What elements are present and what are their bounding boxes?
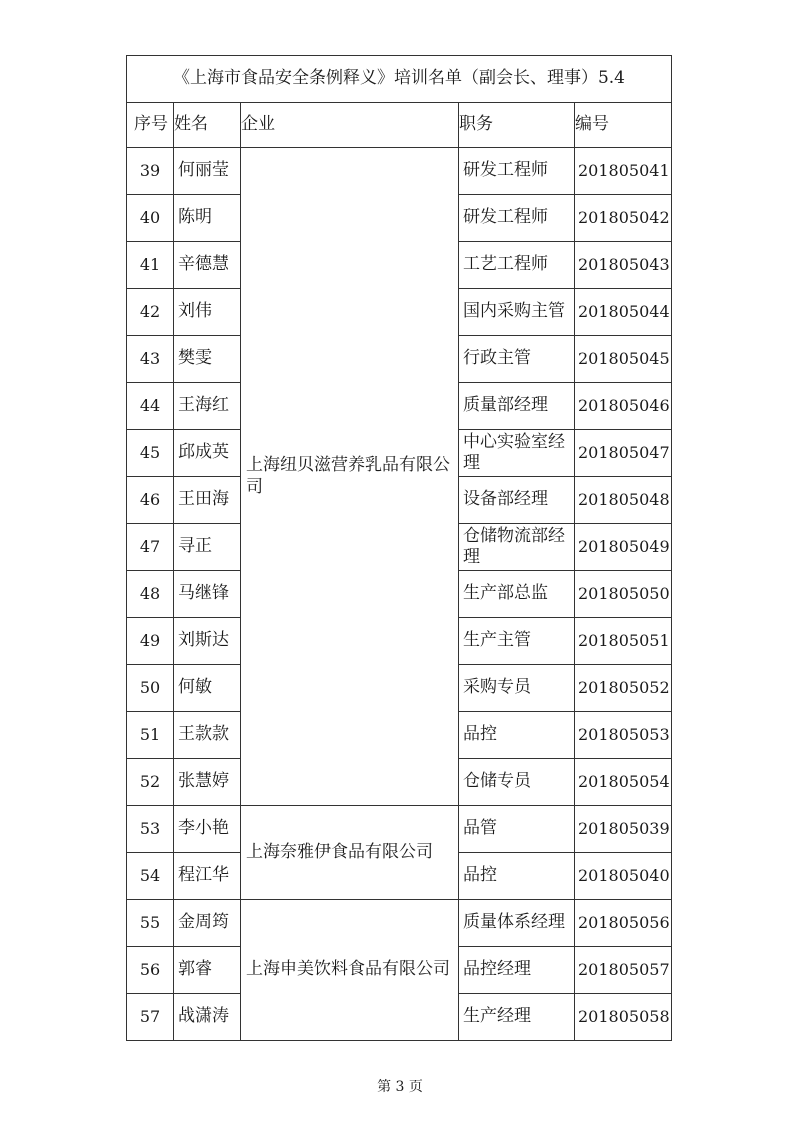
row-position: 品控经理 (459, 947, 575, 994)
row-seq: 41 (127, 242, 174, 289)
row-seq: 51 (127, 712, 174, 759)
row-name: 战潇涛 (174, 994, 241, 1041)
title-row (127, 56, 672, 103)
table-row (127, 148, 672, 195)
row-name: 王款款 (174, 712, 241, 759)
row-number: 201805039 (575, 806, 672, 853)
row-seq: 50 (127, 665, 174, 712)
row-number: 201805053 (575, 712, 672, 759)
row-number: 201805054 (575, 759, 672, 806)
row-number: 201805045 (575, 336, 672, 383)
row-number: 201805042 (575, 195, 672, 242)
header-number: 编号 (575, 103, 672, 148)
row-position: 生产部总监 (459, 571, 575, 618)
row-name: 辛德慧 (174, 242, 241, 289)
row-position: 质量部经理 (459, 383, 575, 430)
row-name: 王海红 (174, 383, 241, 430)
row-seq: 45 (127, 430, 174, 477)
row-seq: 42 (127, 289, 174, 336)
row-name: 邱成英 (174, 430, 241, 477)
table-row (127, 900, 672, 947)
row-number: 201805056 (575, 900, 672, 947)
row-seq: 49 (127, 618, 174, 665)
row-name: 王田海 (174, 477, 241, 524)
row-name: 寻正 (174, 524, 241, 571)
row-name: 郭睿 (174, 947, 241, 994)
row-number: 201805057 (575, 947, 672, 994)
row-seq: 48 (127, 571, 174, 618)
row-position: 品控 (459, 853, 575, 900)
trainee-roster-table (126, 55, 672, 1041)
row-number: 201805047 (575, 430, 672, 477)
row-number: 201805040 (575, 853, 672, 900)
row-position: 行政主管 (459, 336, 575, 383)
row-position: 采购专员 (459, 665, 575, 712)
row-position: 工艺工程师 (459, 242, 575, 289)
row-number: 201805058 (575, 994, 672, 1041)
row-name: 何敏 (174, 665, 241, 712)
row-seq: 53 (127, 806, 174, 853)
row-name: 樊雯 (174, 336, 241, 383)
row-position: 生产经理 (459, 994, 575, 1041)
table-row (127, 806, 672, 853)
header-row (127, 103, 672, 148)
row-position: 研发工程师 (459, 195, 575, 242)
row-number: 201805048 (575, 477, 672, 524)
header-seq: 序号 (127, 103, 174, 148)
row-number: 201805044 (575, 289, 672, 336)
row-name: 李小艳 (174, 806, 241, 853)
row-seq: 55 (127, 900, 174, 947)
header-company: 企业 (241, 103, 459, 148)
row-number: 201805052 (575, 665, 672, 712)
header-name: 姓名 (174, 103, 241, 148)
row-name: 程江华 (174, 853, 241, 900)
row-position: 生产主管 (459, 618, 575, 665)
row-seq: 52 (127, 759, 174, 806)
row-position: 中心实验室经理 (459, 430, 575, 477)
row-position: 仓储物流部经理 (459, 524, 575, 571)
row-name: 刘伟 (174, 289, 241, 336)
row-name: 刘斯达 (174, 618, 241, 665)
row-position: 仓储专员 (459, 759, 575, 806)
row-position: 设备部经理 (459, 477, 575, 524)
row-position: 国内采购主管 (459, 289, 575, 336)
row-seq: 56 (127, 947, 174, 994)
row-number: 201805049 (575, 524, 672, 571)
row-name: 张慧婷 (174, 759, 241, 806)
row-seq: 54 (127, 853, 174, 900)
header-position: 职务 (459, 103, 575, 148)
row-number: 201805046 (575, 383, 672, 430)
row-number: 201805041 (575, 148, 672, 195)
row-name: 陈明 (174, 195, 241, 242)
row-seq: 43 (127, 336, 174, 383)
row-seq: 40 (127, 195, 174, 242)
row-name: 金周筠 (174, 900, 241, 947)
row-name: 马继锋 (174, 571, 241, 618)
row-seq: 39 (127, 148, 174, 195)
page-footer: 第 3 页 (377, 1079, 423, 1095)
company-cell: 上海申美饮料食品有限公司 (241, 900, 459, 1041)
row-number: 201805051 (575, 618, 672, 665)
row-name: 何丽莹 (174, 148, 241, 195)
row-number: 201805050 (575, 571, 672, 618)
row-seq: 46 (127, 477, 174, 524)
row-seq: 47 (127, 524, 174, 571)
row-position: 质量体系经理 (459, 900, 575, 947)
row-position: 品管 (459, 806, 575, 853)
row-position: 研发工程师 (459, 148, 575, 195)
company-cell: 上海纽贝滋营养乳品有限公司 (241, 148, 459, 806)
company-cell: 上海奈雅伊食品有限公司 (241, 806, 459, 900)
row-seq: 44 (127, 383, 174, 430)
row-position: 品控 (459, 712, 575, 759)
row-seq: 57 (127, 994, 174, 1041)
document-title: 《上海市食品安全条例释义》培训名单（副会长、理事）5.4 (127, 56, 672, 103)
row-number: 201805043 (575, 242, 672, 289)
